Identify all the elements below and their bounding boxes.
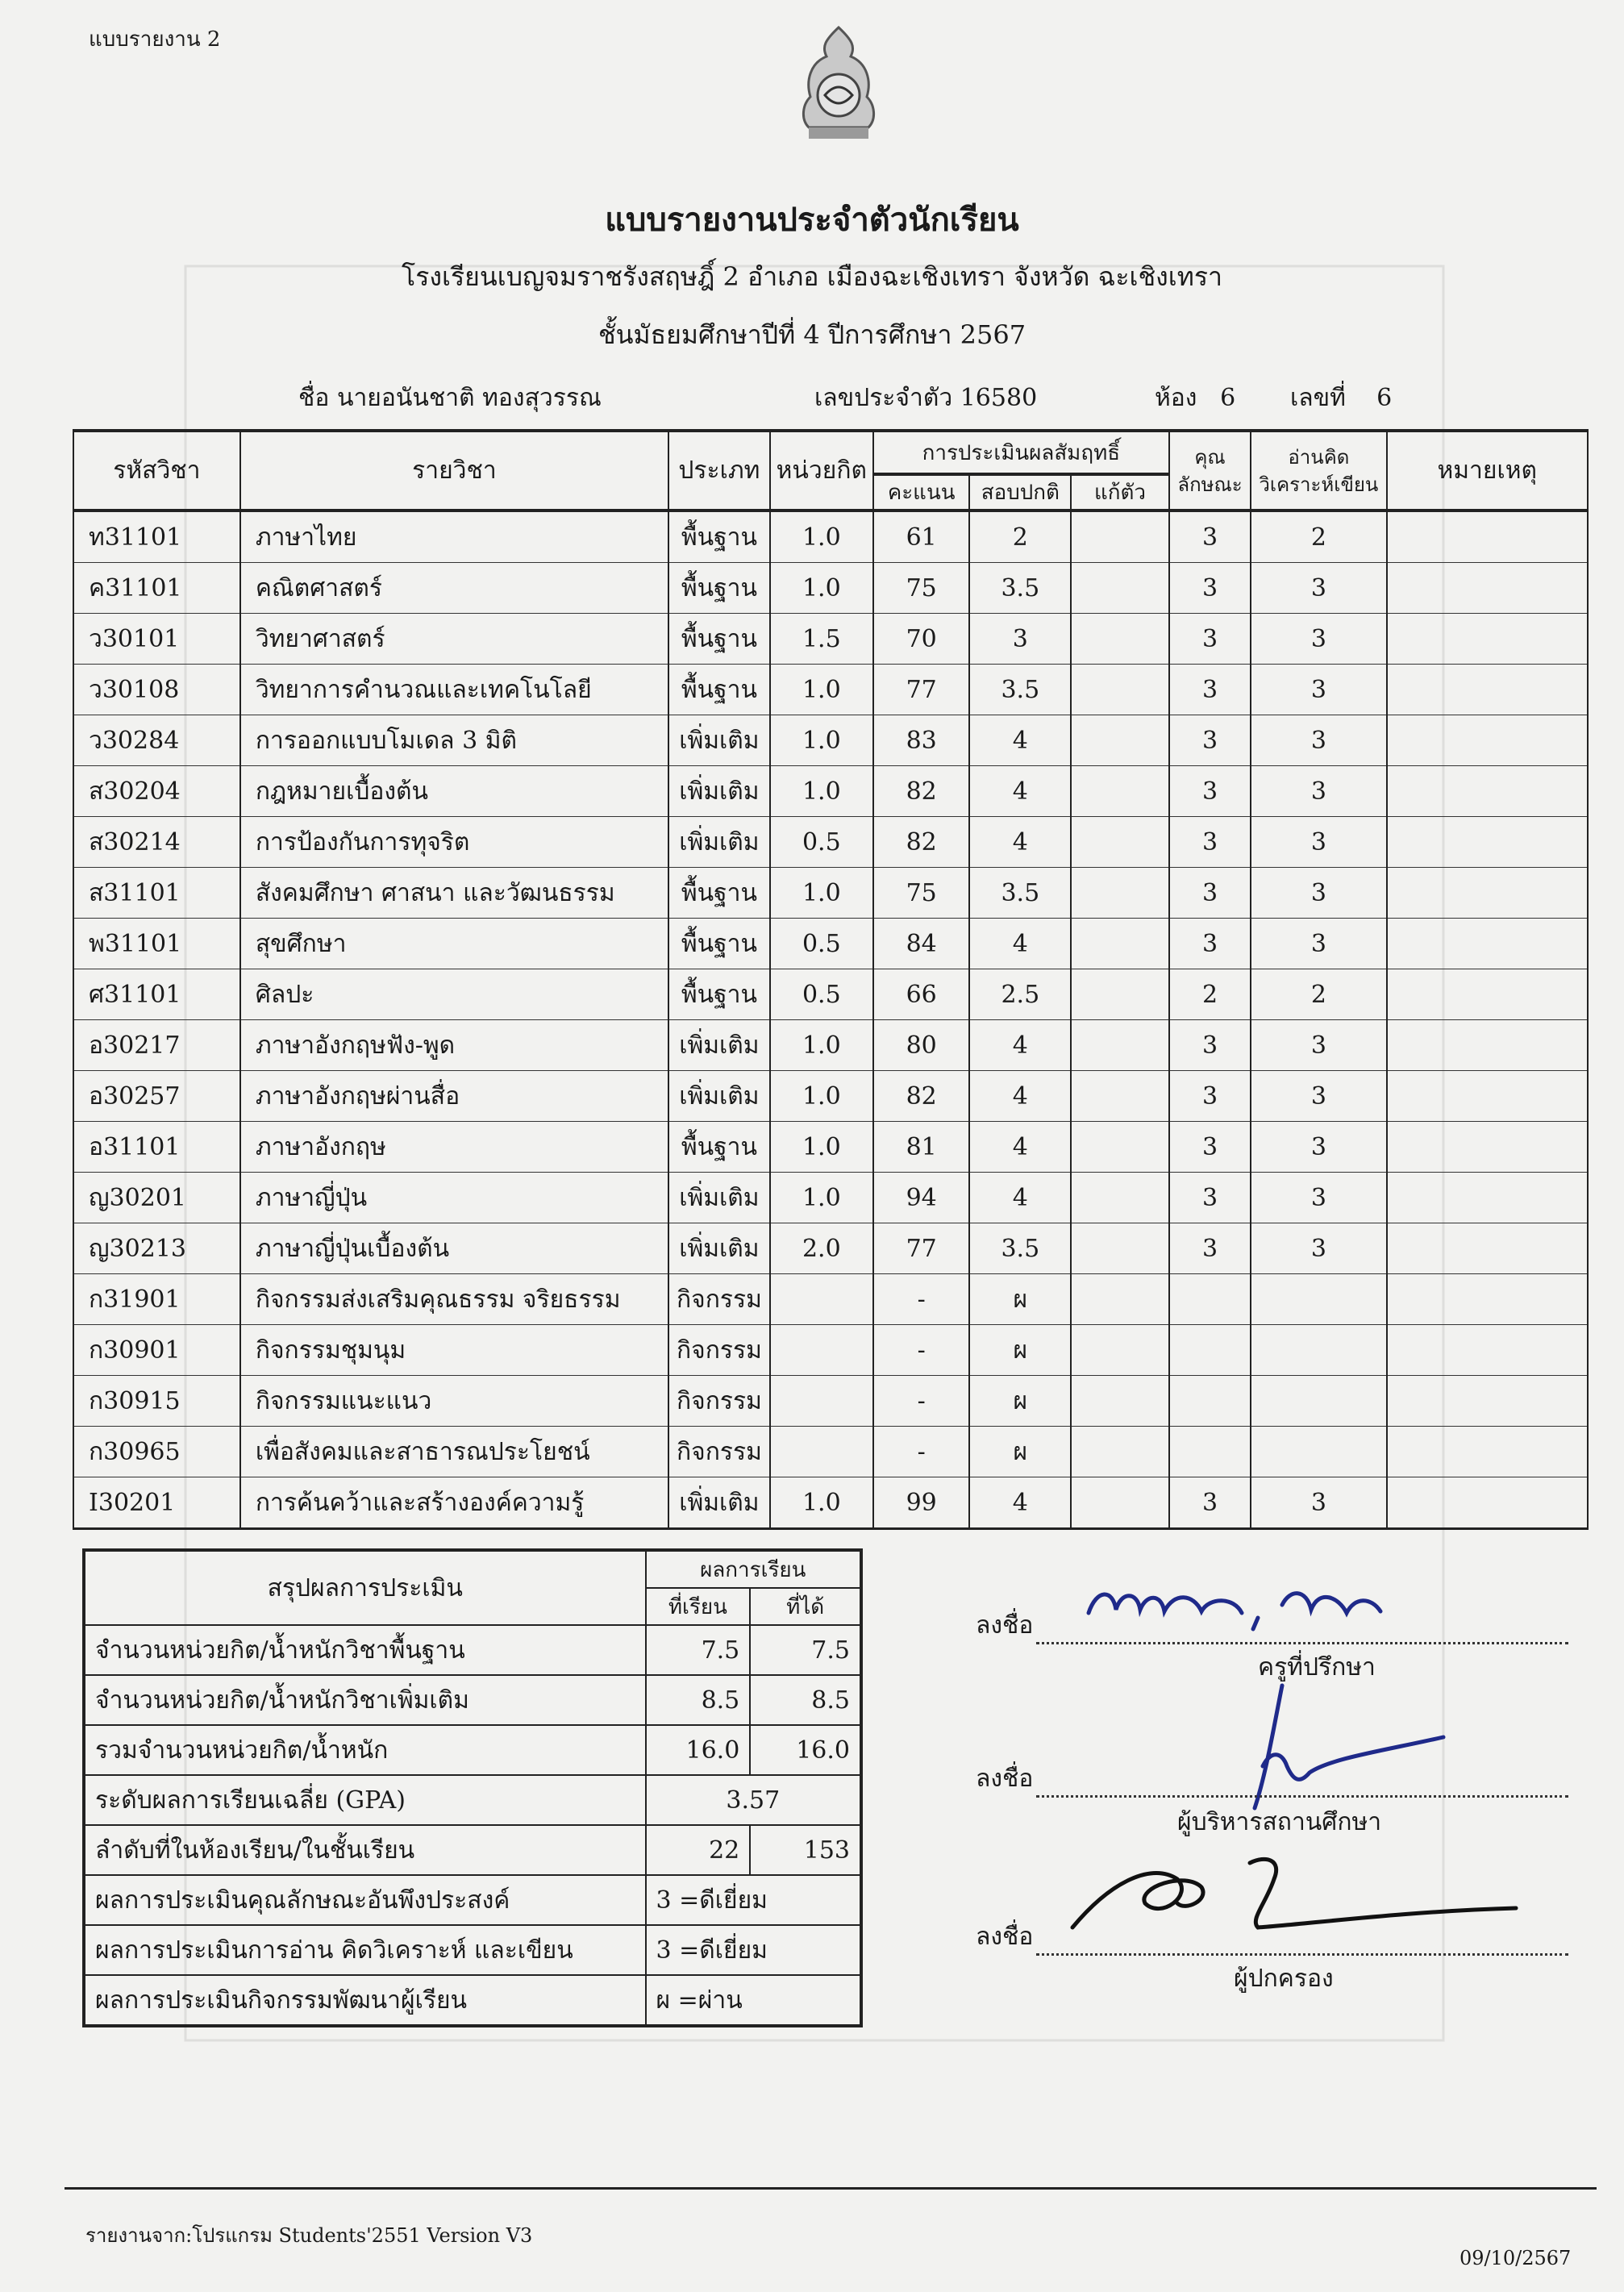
parent-signature-line — [976, 1918, 1568, 1956]
school-emblem-icon — [786, 24, 891, 145]
cell-characteristics: 3 — [1169, 1223, 1251, 1274]
cell-grade: 4 — [969, 1477, 1071, 1529]
gpa-value: 3.57 — [646, 1775, 861, 1825]
cell-credits: 1.0 — [770, 563, 873, 614]
cell-credits — [770, 1376, 873, 1427]
cell-reading: 3 — [1251, 715, 1386, 766]
grade-row — [73, 715, 1588, 766]
cell-remark — [1387, 817, 1588, 868]
cell-subject: การป้องกันการทุจริต — [240, 817, 668, 868]
grade-row — [73, 1274, 1588, 1325]
cell-subject: ภาษาอังกฤษผ่านสื่อ — [240, 1071, 668, 1122]
room-row — [1155, 379, 1235, 417]
cell-reading: 3 — [1251, 766, 1386, 817]
header-read-line1: อ่านคิด — [1288, 445, 1350, 469]
cell-grade: ผ — [969, 1325, 1071, 1376]
cell-remedial — [1071, 868, 1169, 919]
cell-characteristics: 3 — [1169, 1071, 1251, 1122]
summary-earned: 7.5 — [750, 1625, 861, 1675]
cell-characteristics — [1169, 1274, 1251, 1325]
cell-credits: 1.0 — [770, 868, 873, 919]
number-value: 6 — [1376, 384, 1393, 412]
cell-reading: 3 — [1251, 1173, 1386, 1223]
cell-code: ก31901 — [73, 1274, 240, 1325]
summary-enrolled-header: ที่เรียน — [646, 1588, 751, 1625]
cell-characteristics: 3 — [1169, 766, 1251, 817]
cell-score: 82 — [873, 1071, 970, 1122]
cell-reading: 3 — [1251, 1477, 1386, 1529]
cell-grade: 4 — [969, 715, 1071, 766]
cell-reading: 3 — [1251, 817, 1386, 868]
cell-grade: 3.5 — [969, 665, 1071, 715]
header-score: คะแนน — [873, 474, 970, 510]
header-remark: หมายเหตุ — [1387, 431, 1588, 510]
cell-remedial — [1071, 969, 1169, 1020]
cell-grade: ผ — [969, 1427, 1071, 1477]
grade-row — [73, 766, 1588, 817]
cell-characteristics — [1169, 1325, 1251, 1376]
cell-code: ก30901 — [73, 1325, 240, 1376]
cell-score: 75 — [873, 868, 970, 919]
cell-subject: ภาษาอังกฤษฟัง-พูด — [240, 1020, 668, 1071]
cell-grade: 2.5 — [969, 969, 1071, 1020]
header-code: รหัสวิชา — [73, 431, 240, 510]
cell-type: เพิ่มเติม — [668, 1477, 770, 1529]
cell-remark — [1387, 1274, 1588, 1325]
cell-type: เพิ่มเติม — [668, 817, 770, 868]
cell-characteristics — [1169, 1427, 1251, 1477]
cell-reading — [1251, 1376, 1386, 1427]
director-role: ผู้บริหารสถานศึกษา — [1177, 1808, 1382, 1836]
cell-remark — [1387, 1020, 1588, 1071]
cell-subject: วิทยาศาสตร์ — [240, 614, 668, 665]
cell-credits — [770, 1325, 873, 1376]
characteristics-label: ผลการประเมินคุณลักษณะอันพึงประสงค์ — [84, 1875, 646, 1925]
cell-code: ก30965 — [73, 1427, 240, 1477]
cell-type: พื้นฐาน — [668, 919, 770, 969]
footer-date: 09/10/2567 — [1460, 2247, 1572, 2269]
cell-characteristics: 3 — [1169, 817, 1251, 868]
cell-code: ศ31101 — [73, 969, 240, 1020]
cell-subject: คณิตศาสตร์ — [240, 563, 668, 614]
cell-code: ว30101 — [73, 614, 240, 665]
rank-class: 153 — [750, 1825, 861, 1875]
cell-type: พื้นฐาน — [668, 510, 770, 563]
grade-row — [73, 969, 1588, 1020]
rank-room: 22 — [646, 1825, 751, 1875]
characteristics-value: 3 =ดีเยี่ยม — [646, 1875, 861, 1925]
cell-remedial — [1071, 1071, 1169, 1122]
summary-row — [84, 1725, 861, 1775]
cell-grade: ผ — [969, 1376, 1071, 1427]
rank-row — [84, 1825, 861, 1875]
cell-subject: กฎหมายเบื้องต้น — [240, 766, 668, 817]
grade-row — [73, 1173, 1588, 1223]
cell-credits: 1.5 — [770, 614, 873, 665]
cell-grade: ผ — [969, 1274, 1071, 1325]
cell-score: 66 — [873, 969, 970, 1020]
cell-subject: ภาษาญี่ปุ่น — [240, 1173, 668, 1223]
grade-row — [73, 563, 1588, 614]
cell-type: เพิ่มเติม — [668, 1223, 770, 1274]
cell-reading: 3 — [1251, 868, 1386, 919]
cell-remedial — [1071, 563, 1169, 614]
summary-row — [84, 1675, 861, 1725]
cell-reading: 3 — [1251, 665, 1386, 715]
characteristics-row — [84, 1875, 861, 1925]
cell-type: กิจกรรม — [668, 1376, 770, 1427]
cell-subject: สังคมศึกษา ศาสนา และวัฒนธรรม — [240, 868, 668, 919]
name-label: ชื่อ — [298, 384, 330, 412]
cell-remedial — [1071, 1122, 1169, 1173]
cell-subject: กิจกรรมส่งเสริมคุณธรรม จริยธรรม — [240, 1274, 668, 1325]
grade-row — [73, 817, 1588, 868]
cell-remark — [1387, 1325, 1588, 1376]
cell-score: 84 — [873, 919, 970, 969]
summary-result-header: ผลการเรียน — [646, 1550, 861, 1588]
cell-reading: 3 — [1251, 1122, 1386, 1173]
summary-title: สรุปผลการประเมิน — [84, 1550, 646, 1625]
cell-type: เพิ่มเติม — [668, 715, 770, 766]
cell-score: 99 — [873, 1477, 970, 1529]
cell-credits: 1.0 — [770, 1071, 873, 1122]
grade-row — [73, 614, 1588, 665]
cell-remark — [1387, 715, 1588, 766]
cell-remedial — [1071, 715, 1169, 766]
cell-remedial — [1071, 1376, 1169, 1427]
summary-enrolled: 7.5 — [646, 1625, 751, 1675]
cell-credits — [770, 1427, 873, 1477]
cell-code: ก30915 — [73, 1376, 240, 1427]
cell-reading — [1251, 1427, 1386, 1477]
cell-code: ญ30201 — [73, 1173, 240, 1223]
grade-row — [73, 1477, 1588, 1529]
cell-characteristics: 3 — [1169, 563, 1251, 614]
cell-type: พื้นฐาน — [668, 614, 770, 665]
cell-remark — [1387, 510, 1588, 563]
cell-code: ญ30213 — [73, 1223, 240, 1274]
cell-type: เพิ่มเติม — [668, 766, 770, 817]
cell-credits — [770, 1274, 873, 1325]
cell-credits: 1.0 — [770, 665, 873, 715]
cell-subject: กิจกรรมแนะแนว — [240, 1376, 668, 1427]
cell-remark — [1387, 665, 1588, 715]
cell-subject: กิจกรรมชุมนุม — [240, 1325, 668, 1376]
cell-reading — [1251, 1274, 1386, 1325]
grade-row — [73, 1020, 1588, 1071]
cell-remark — [1387, 1477, 1588, 1529]
cell-type: เพิ่มเติม — [668, 1020, 770, 1071]
cell-credits: 1.0 — [770, 1122, 873, 1173]
cell-reading — [1251, 1325, 1386, 1376]
grade-row — [73, 1071, 1588, 1122]
cell-credits: 0.5 — [770, 969, 873, 1020]
cell-score: - — [873, 1325, 970, 1376]
cell-type: เพิ่มเติม — [668, 1071, 770, 1122]
cell-code: ส30214 — [73, 817, 240, 868]
cell-remedial — [1071, 614, 1169, 665]
cell-type: พื้นฐาน — [668, 1122, 770, 1173]
cell-score: 77 — [873, 1223, 970, 1274]
cell-score: 81 — [873, 1122, 970, 1173]
cell-code: ส30204 — [73, 766, 240, 817]
cell-remedial — [1071, 817, 1169, 868]
cell-type: กิจกรรม — [668, 1427, 770, 1477]
rank-label: ลำดับที่ในห้องเรียน/ในชั้นเรียน — [84, 1825, 646, 1875]
id-label: เลขประจำตัว — [814, 384, 953, 412]
cell-grade: 4 — [969, 1020, 1071, 1071]
cell-remedial — [1071, 1477, 1169, 1529]
reading-row — [84, 1925, 861, 1975]
cell-characteristics: 3 — [1169, 665, 1251, 715]
cell-subject: ภาษาญี่ปุ่นเบื้องต้น — [240, 1223, 668, 1274]
cell-code: พ31101 — [73, 919, 240, 969]
cell-grade: 3.5 — [969, 1223, 1071, 1274]
cell-type: พื้นฐาน — [668, 868, 770, 919]
cell-grade: 3 — [969, 614, 1071, 665]
number-label: เลขที่ — [1290, 384, 1346, 412]
cell-remark — [1387, 1122, 1588, 1173]
student-id: 16580 — [960, 384, 1038, 412]
cell-remedial — [1071, 1223, 1169, 1274]
summary-label: รวมจำนวนหน่วยกิต/น้ำหนัก — [84, 1725, 646, 1775]
cell-credits: 1.0 — [770, 715, 873, 766]
cell-score: - — [873, 1274, 970, 1325]
cell-reading: 3 — [1251, 919, 1386, 969]
cell-remedial — [1071, 1173, 1169, 1223]
form-label: แบบรายงาน 2 — [89, 27, 221, 52]
summary-enrolled: 16.0 — [646, 1725, 751, 1775]
cell-remedial — [1071, 665, 1169, 715]
cell-subject: วิทยาการคำนวณและเทคโนโลยี — [240, 665, 668, 715]
summary-label: จำนวนหน่วยกิต/น้ำหนักวิชาพื้นฐาน — [84, 1625, 646, 1675]
header-reading — [1251, 431, 1386, 510]
cell-subject: ภาษาอังกฤษ — [240, 1122, 668, 1173]
cell-grade: 3.5 — [969, 868, 1071, 919]
grades-table — [73, 429, 1589, 1530]
cell-subject: การค้นคว้าและสร้างองค์ความรู้ — [240, 1477, 668, 1529]
cell-remedial — [1071, 510, 1169, 563]
cell-code: I30201 — [73, 1477, 240, 1529]
grade-row — [73, 868, 1588, 919]
student-name: นายอนันชาติ ทองสุวรรณ — [336, 384, 602, 412]
cell-score: 70 — [873, 614, 970, 665]
grade-row — [73, 919, 1588, 969]
cell-remark — [1387, 868, 1588, 919]
student-name-row — [298, 379, 602, 417]
cell-grade: 3.5 — [969, 563, 1071, 614]
cell-reading: 2 — [1251, 510, 1386, 563]
cell-credits: 2.0 — [770, 1223, 873, 1274]
cell-remedial — [1071, 1274, 1169, 1325]
cell-code: อ30257 — [73, 1071, 240, 1122]
cell-credits: 1.0 — [770, 1173, 873, 1223]
cell-remedial — [1071, 1020, 1169, 1071]
cell-grade: 4 — [969, 817, 1071, 868]
cell-subject: ภาษาไทย — [240, 510, 668, 563]
header-assessment: การประเมินผลสัมฤทธิ์ — [873, 431, 1169, 474]
gpa-label: ระดับผลการเรียนเฉลี่ย (GPA) — [84, 1775, 646, 1825]
cell-score: 75 — [873, 563, 970, 614]
header-characteristics — [1169, 431, 1251, 510]
gpa-row — [84, 1775, 861, 1825]
cell-code: ว30108 — [73, 665, 240, 715]
cell-reading: 3 — [1251, 1223, 1386, 1274]
reading-value: 3 =ดีเยี่ยม — [646, 1925, 861, 1975]
cell-remedial — [1071, 766, 1169, 817]
cell-type: เพิ่มเติม — [668, 1173, 770, 1223]
reading-label: ผลการประเมินการอ่าน คิดวิเคราะห์ และเขียน — [84, 1925, 646, 1975]
cell-score: 80 — [873, 1020, 970, 1071]
cell-characteristics: 2 — [1169, 969, 1251, 1020]
cell-code: ท31101 — [73, 510, 240, 563]
summary-table — [82, 1548, 863, 2027]
cell-type: พื้นฐาน — [668, 563, 770, 614]
number-row — [1290, 379, 1392, 417]
summary-earned: 16.0 — [750, 1725, 861, 1775]
header-read-line2: วิเคราะห์เขียน — [1259, 473, 1379, 496]
student-id-row — [814, 379, 1037, 417]
activity-row — [84, 1975, 861, 2026]
grade-row — [73, 1376, 1588, 1427]
cell-credits: 1.0 — [770, 1020, 873, 1071]
header-credits: หน่วยกิต — [770, 431, 873, 510]
grade-row — [73, 1427, 1588, 1477]
grade-row — [73, 665, 1588, 715]
cell-remark — [1387, 1223, 1588, 1274]
cell-grade: 4 — [969, 766, 1071, 817]
summary-earned-header: ที่ได้ — [750, 1588, 861, 1625]
cell-remark — [1387, 563, 1588, 614]
cell-reading: 2 — [1251, 969, 1386, 1020]
header-char-line2: ลักษณะ — [1177, 473, 1243, 496]
cell-grade: 2 — [969, 510, 1071, 563]
director-sign-label: ลงชื่อ — [976, 1765, 1034, 1793]
grade-row — [73, 1325, 1588, 1376]
summary-row — [84, 1625, 861, 1675]
cell-characteristics: 3 — [1169, 1122, 1251, 1173]
cell-characteristics: 3 — [1169, 1477, 1251, 1529]
director-signature-line — [976, 1760, 1568, 1798]
parent-sign-label: ลงชื่อ — [976, 1923, 1034, 1951]
cell-characteristics — [1169, 1376, 1251, 1427]
cell-score: 94 — [873, 1173, 970, 1223]
class-line: ชั้นมัธยมศึกษาปีที่ 4 ปีการศึกษา 2567 — [598, 319, 1026, 350]
cell-type: กิจกรรม — [668, 1274, 770, 1325]
cell-score: 82 — [873, 817, 970, 868]
cell-remark — [1387, 766, 1588, 817]
cell-characteristics: 3 — [1169, 614, 1251, 665]
advisor-role: ครูที่ปรึกษา — [1258, 1653, 1376, 1681]
cell-characteristics: 3 — [1169, 715, 1251, 766]
summary-earned: 8.5 — [750, 1675, 861, 1725]
cell-reading: 3 — [1251, 1020, 1386, 1071]
cell-subject: สุขศึกษา — [240, 919, 668, 969]
cell-remark — [1387, 1071, 1588, 1122]
school-line: โรงเรียนเบญจมราชรังสฤษฎิ์ 2 อำเภอ เมืองฉะเชิงเทรา จังหวัด ฉะเชิงเทรา — [402, 261, 1222, 292]
header-subject: รายวิชา — [240, 431, 668, 510]
cell-type: พื้นฐาน — [668, 969, 770, 1020]
cell-reading: 3 — [1251, 614, 1386, 665]
cell-type: พื้นฐาน — [668, 665, 770, 715]
cell-subject: การออกแบบโมเดล 3 มิติ — [240, 715, 668, 766]
summary-enrolled: 8.5 — [646, 1675, 751, 1725]
cell-grade: 4 — [969, 1071, 1071, 1122]
cell-remark — [1387, 1376, 1588, 1427]
summary-label: จำนวนหน่วยกิต/น้ำหนักวิชาเพิ่มเติม — [84, 1675, 646, 1725]
cell-credits: 1.0 — [770, 1477, 873, 1529]
cell-grade: 4 — [969, 919, 1071, 969]
cell-code: อ31101 — [73, 1122, 240, 1173]
cell-subject: ศิลปะ — [240, 969, 668, 1020]
cell-score: 61 — [873, 510, 970, 563]
grade-row — [73, 1122, 1588, 1173]
activity-value: ผ =ผ่าน — [646, 1975, 861, 2026]
header-normal: สอบปกติ — [969, 474, 1071, 510]
cell-code: อ30217 — [73, 1020, 240, 1071]
cell-credits: 1.0 — [770, 766, 873, 817]
cell-credits: 0.5 — [770, 919, 873, 969]
cell-characteristics: 3 — [1169, 510, 1251, 563]
header-type: ประเภท — [668, 431, 770, 510]
advisor-signature-line — [976, 1606, 1568, 1644]
cell-remark — [1387, 614, 1588, 665]
cell-characteristics: 3 — [1169, 919, 1251, 969]
cell-score: - — [873, 1427, 970, 1477]
cell-characteristics: 3 — [1169, 1020, 1251, 1071]
footer-rule — [65, 2187, 1597, 2190]
cell-reading: 3 — [1251, 563, 1386, 614]
cell-score: 82 — [873, 766, 970, 817]
cell-code: ค31101 — [73, 563, 240, 614]
advisor-sign-label: ลงชื่อ — [976, 1611, 1034, 1640]
parent-role: ผู้ปกครอง — [1234, 1965, 1334, 1993]
cell-credits: 1.0 — [770, 510, 873, 563]
cell-subject: เพื่อสังคมและสาธารณประโยชน์ — [240, 1427, 668, 1477]
header-char-line1: คุณ — [1194, 445, 1226, 469]
cell-remedial — [1071, 1325, 1169, 1376]
cell-characteristics: 3 — [1169, 868, 1251, 919]
cell-remedial — [1071, 1427, 1169, 1477]
header-remedial: แก้ตัว — [1071, 474, 1169, 510]
activity-label: ผลการประเมินกิจกรรมพัฒนาผู้เรียน — [84, 1975, 646, 2026]
cell-remark — [1387, 919, 1588, 969]
cell-credits: 0.5 — [770, 817, 873, 868]
cell-code: ว30284 — [73, 715, 240, 766]
cell-reading: 3 — [1251, 1071, 1386, 1122]
cell-remark — [1387, 1173, 1588, 1223]
cell-score: 77 — [873, 665, 970, 715]
cell-score: 83 — [873, 715, 970, 766]
cell-characteristics: 3 — [1169, 1173, 1251, 1223]
report-title: แบบรายงานประจำตัวนักเรียน — [605, 201, 1019, 239]
cell-remark — [1387, 969, 1588, 1020]
grade-row — [73, 1223, 1588, 1274]
cell-score: - — [873, 1376, 970, 1427]
cell-code: ส31101 — [73, 868, 240, 919]
cell-remedial — [1071, 919, 1169, 969]
room-value: 6 — [1220, 384, 1236, 412]
grade-row — [73, 510, 1588, 563]
cell-type: กิจกรรม — [668, 1325, 770, 1376]
cell-grade: 4 — [969, 1122, 1071, 1173]
cell-remark — [1387, 1427, 1588, 1477]
cell-grade: 4 — [969, 1173, 1071, 1223]
footer-program: รายงานจาก:โปรแกรม Students'2551 Version V3 — [85, 2224, 533, 2247]
room-label: ห้อง — [1155, 384, 1197, 412]
